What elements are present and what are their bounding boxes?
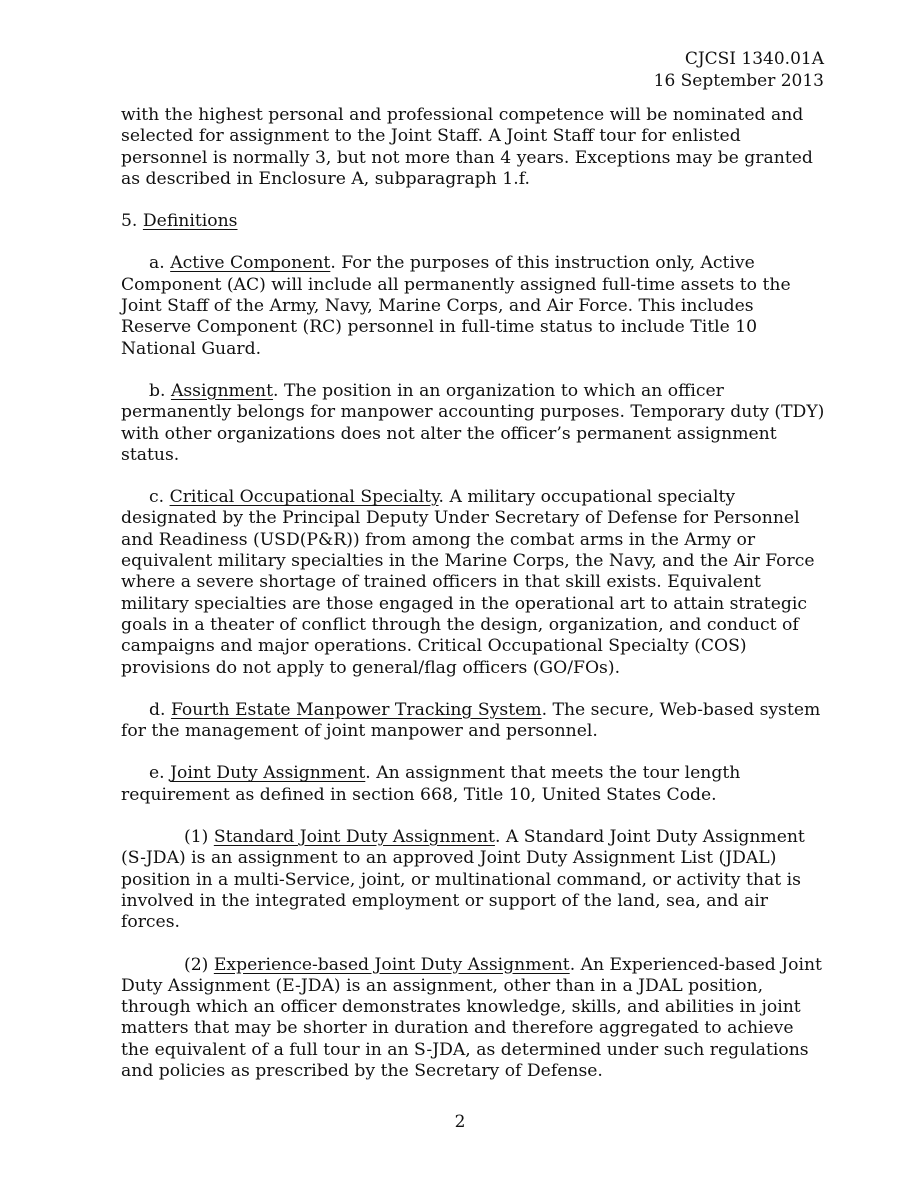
- intro-paragraph: with the highest personal and professional competence will be nominated and selected for assignment to the Joint Staff. A Joint Staff tour for enlisted personnel is normally 3, but not more than 4 years. Exceptions may be granted as described in Enclosure A, subparagraph 1.f.: [121, 105, 813, 189]
- definition-label: e.: [149, 763, 165, 784]
- definition-text: . The secure, Web-based system for the management of joint manpower and personnel.: [121, 699, 821, 742]
- section-heading: [121, 211, 825, 232]
- section-title: Definitions: [142, 211, 238, 232]
- definition-text: . An assignment that meets the tour length requirement as defined in section 668, Title 10, United States Code.: [121, 763, 741, 805]
- section-number: 5.: [121, 211, 138, 232]
- subdefinition-text: . An Experienced-based Joint Duty Assignment (E-JDA) is an assignment, other than in a JDAL position, through which an officer demonstrates knowledge, skills, and abilities in joint matters that may be shorter in duration and therefore aggregated to achieve the equivalent of a full tour in an S-JDA, as determined under such regulations and policies as prescribed by the Secretary of Defense.: [121, 954, 822, 1081]
- subdefinition-term: Experience-based Joint Duty Assignment: [213, 954, 570, 975]
- subdefinition-label: (2): [184, 954, 209, 975]
- definition-term: Critical Occupational Specialty: [169, 487, 439, 508]
- definition-active-component: [121, 253, 825, 359]
- definition-text: . The position in an organization to which an officer permanently belongs for manpower accounting purposes. Temporary duty (TDY) with other organizations does not alter the officer’s permanent assignment status.: [121, 380, 825, 465]
- subdefinition-text: . A Standard Joint Duty Assignment (S-JDA) is an assignment to an approved Joint Duty Assignment List (JDAL) position in a multi-Service, joint, or multinational command, or activity that is involved in the integrated employment or support of the land, sea, and air forces.: [121, 827, 805, 933]
- subdefinition-term: Standard Joint Duty Assignment: [213, 827, 495, 848]
- definition-label: d.: [149, 699, 166, 720]
- subdefinition-experience-based-jda: [121, 955, 825, 1083]
- document-header: [654, 48, 824, 92]
- definition-term: Assignment: [170, 380, 274, 401]
- definition-term: Joint Duty Assignment: [170, 763, 366, 784]
- definition-fourth-estate-manpower-tracking-system: [121, 700, 825, 743]
- document-date: 16 September 2013: [653, 71, 824, 91]
- subdefinition-standard-jda: [121, 827, 825, 933]
- definition-label: b.: [149, 380, 166, 401]
- definition-label: c.: [149, 487, 165, 508]
- definition-text: . For the purposes of this instruction only, Active Component (AC) will include all permanently assigned full-time assets to the Joint Staff of the Army, Navy, Marine Corps, and Air Force. This includes Reserve Component (RC) personnel in full-time status to include Title 10 National Guard.: [121, 253, 791, 359]
- page-number: 2: [454, 1112, 466, 1132]
- document-id: CJCSI 1340.01A: [684, 49, 824, 69]
- definition-text: . A military occupational specialty designated by the Principal Deputy Under Secretary of Defense for Personnel and Readiness (USD(P&R)) from among the combat arms in the Army or equivalent military specialties in the Marine Corps, the Navy, and the Air Force where a severe shortage of trained officers in that skill exists. Equivalent military specialties are those engaged in the operational art to attain strategic goals in a theater of conflict through the design, organization, and conduct of campaigns and major operations. Critical Occupational Specialty (COS) provisions do not apply to general/flag officers (GO/FOs).: [121, 487, 815, 678]
- definition-joint-duty-assignment: [121, 763, 825, 806]
- definition-term: Active Component: [170, 253, 331, 274]
- document-body: [121, 105, 825, 1103]
- definition-critical-occupational-specialty: [121, 487, 825, 679]
- definition-term: Fourth Estate Manpower Tracking System: [170, 699, 542, 720]
- subdefinition-label: (1): [184, 827, 209, 848]
- definition-label: a.: [149, 253, 165, 274]
- definition-assignment: [121, 381, 825, 466]
